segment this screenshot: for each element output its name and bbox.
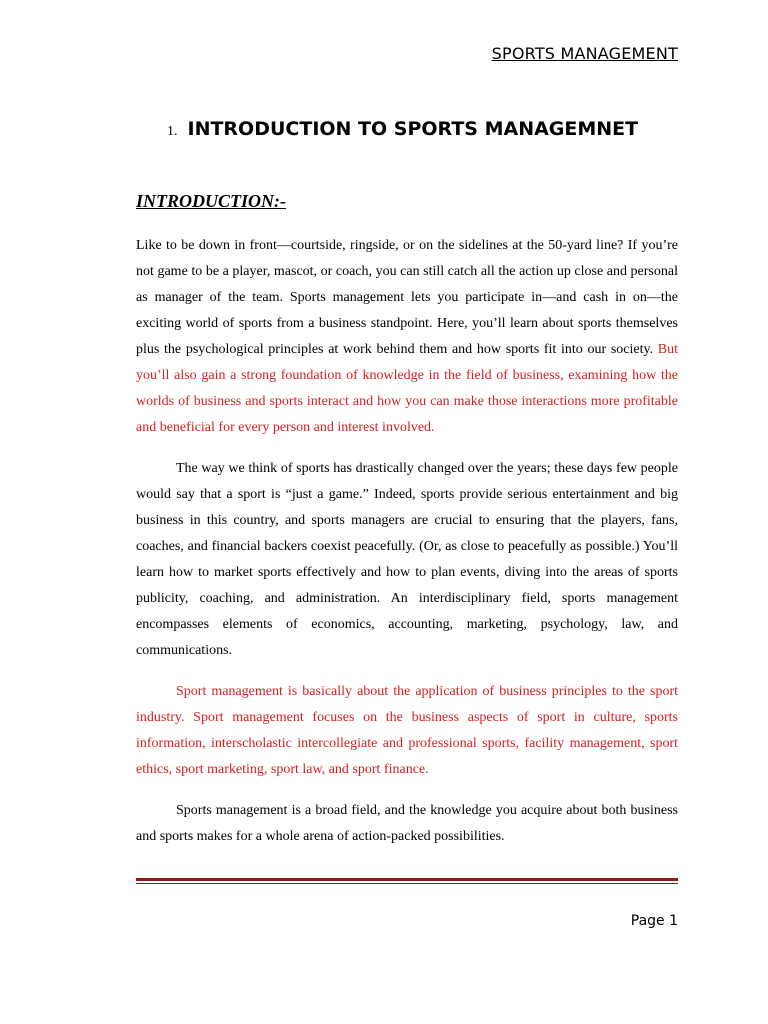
body-text <box>136 233 678 865</box>
section-heading: INTRODUCTION:- <box>136 191 286 211</box>
footer-divider-thick <box>136 878 678 881</box>
chapter-heading <box>167 118 638 140</box>
paragraph-4: Sports management is a broad field, and the knowledge you acquire about both business and sports makes for a whole arena of action-packed possibilities. <box>136 803 678 844</box>
paragraph-2: The way we think of sports has drastically changed over the years; these days few people would say that a sport is “just a game.” Indeed, sports provide serious entertainment and big business in this country, and sports managers are crucial to ensuring that the players, fans, coaches, and financial backers coexist peacefully. (Or, as close to peacefully as possible.) You’ll learn how to market sports effectively and how to plan events, diving into the areas of sports publicity, coaching, and administration. An interdisciplinary field, sports management encompasses elements of economics, accounting, marketing, psychology, law, and communications. <box>136 461 678 658</box>
footer-divider-thin <box>136 883 678 884</box>
chapter-title: INTRODUCTION TO SPORTS MANAGEMNET <box>187 118 639 140</box>
paragraph-1-highlight: But you’ll also gain a strong foundation of knowledge in the field of business, examining how the worlds of business and sports interact and how you can make those interactions more profitable and beneficial for every person and interest involved. <box>136 342 678 435</box>
paragraph-3: Sport management is basically about the application of business principles to the sport industry. Sport management focuses on the business aspects of sport in culture, sports information, interscholastic intercollegiate and professional sports, facility management, sport ethics, sport marketing, sport law, and sport finance. <box>136 684 678 777</box>
running-header: SPORTS MANAGEMENT <box>491 44 678 63</box>
page-number: Page 1 <box>630 913 678 929</box>
chapter-number: 1. <box>167 124 178 139</box>
paragraph-1-text: Like to be down in front—courtside, ringside, or on the sidelines at the 50-yard line? If you’re not game to be a player, mascot, or coach, you can still catch all the action up close and personal as manager of the team. Sports management lets you participate in—and cash in on—the exciting world of sports from a business standpoint. Here, you’ll learn about sports themselves plus the psychological principles at work behind them and how sports fit into our society. <box>136 238 678 357</box>
paragraph-1 <box>136 233 678 441</box>
footer-divider <box>136 878 678 887</box>
